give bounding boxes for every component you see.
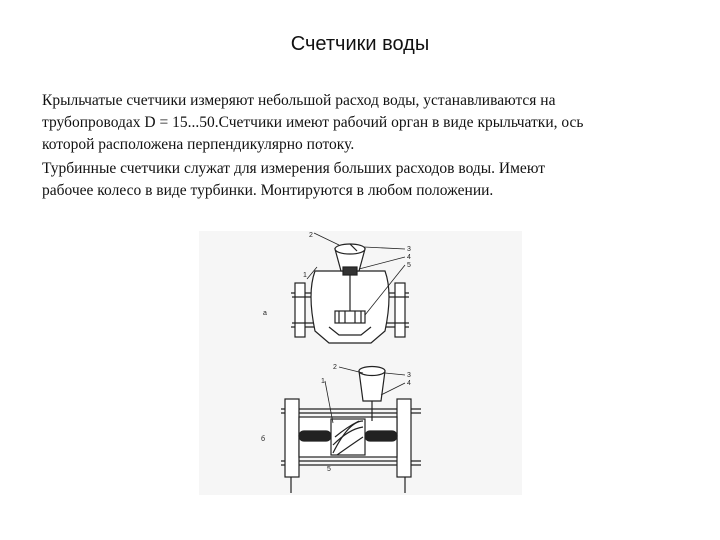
text-line: трубопроводах D = 15...50.Счетчики имеют рабочий орган в виде крыльчатки, ось [42,114,584,131]
paragraph-vane-meters [42,90,682,156]
label-top-4: 4 [407,254,411,261]
water-meters-figure [199,231,522,495]
slide-title: Счетчики воды [290,33,430,55]
vane-meter-drawing [291,233,409,343]
label-top-1: 1 [303,272,307,279]
label-bottom-5: 5 [327,466,331,473]
label-bottom-letter: б [261,436,266,443]
meters-diagram [199,231,522,495]
paragraph-turbine-meters [42,158,682,202]
label-top-letter: а [263,310,267,317]
text-line: Турбинные счетчики служат для измерения больших расходов воды. Имеют [42,160,545,177]
turbine-meter-drawing [281,367,421,494]
label-bottom-2: 2 [333,364,337,371]
label-top-3: 3 [407,246,411,253]
label-bottom-4: 4 [407,380,411,387]
label-top-2: 2 [309,232,313,239]
text-line: которой расположена перпендикулярно потоку. [42,136,355,153]
label-bottom-3: 3 [407,372,411,379]
label-top-5: 5 [407,262,411,269]
text-line: рабочее колесо в виде турбинки. Монтируются в любом положении. [42,182,494,199]
label-bottom-1: 1 [321,378,325,385]
text-line: Крыльчатые счетчики измеряют небольшой расход воды, устанавливаются на [42,92,556,109]
